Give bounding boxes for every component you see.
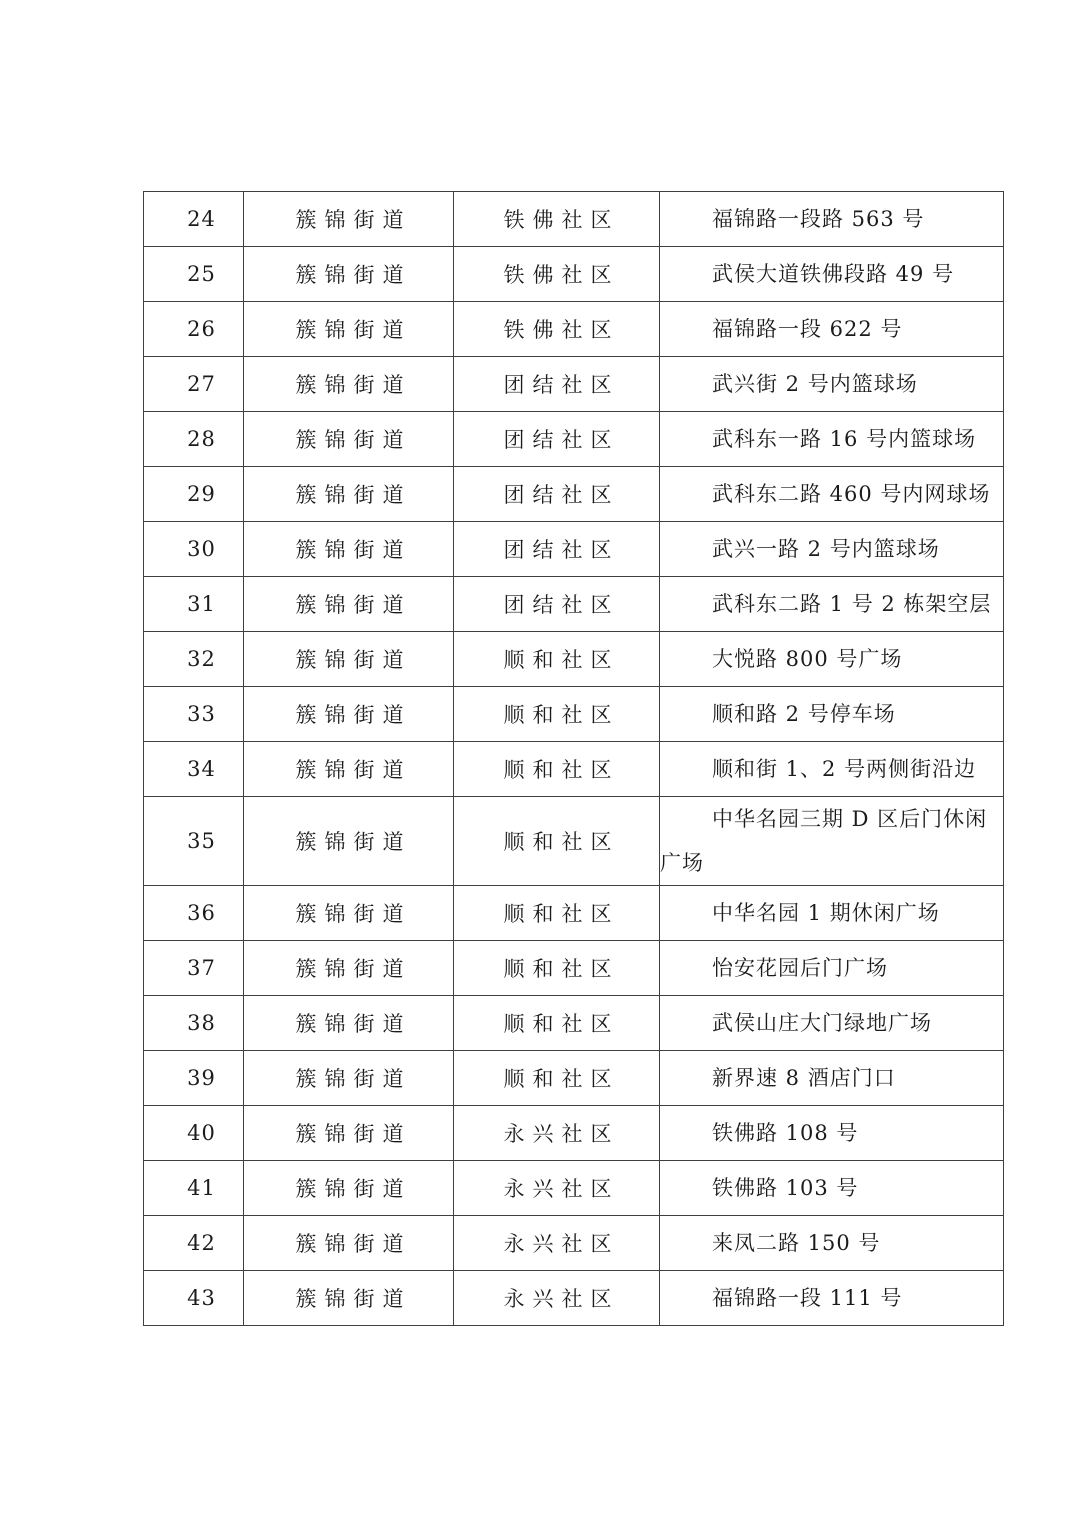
cell-community: 顺和社区: [454, 797, 660, 886]
table-row: [144, 742, 1004, 797]
cell-community: 团结社区: [454, 357, 660, 412]
cell-street: 簇锦街道: [244, 467, 454, 522]
cell-row-number: 31: [144, 577, 244, 632]
cell-row-number: 34: [144, 742, 244, 797]
cell-row-number: 25: [144, 247, 244, 302]
cell-address: 福锦路一段 111 号: [660, 1271, 1004, 1326]
cell-street: 簇锦街道: [244, 522, 454, 577]
cell-address: 铁佛路 108 号: [660, 1106, 1004, 1161]
cell-community: 顺和社区: [454, 996, 660, 1051]
cell-row-number: 38: [144, 996, 244, 1051]
table-row: [144, 192, 1004, 247]
cell-community: 铁佛社区: [454, 247, 660, 302]
table-row: [144, 247, 1004, 302]
cell-row-number: 30: [144, 522, 244, 577]
cell-community: 顺和社区: [454, 1051, 660, 1106]
cell-address: 中华名园 1 期休闲广场: [660, 886, 1004, 941]
cell-community: 团结社区: [454, 467, 660, 522]
cell-street: 簇锦街道: [244, 357, 454, 412]
cell-address: 铁佛路 103 号: [660, 1161, 1004, 1216]
table-row: [144, 522, 1004, 577]
cell-street: 簇锦街道: [244, 1106, 454, 1161]
cell-address: 中华名园三期 D 区后门休闲广场: [660, 797, 1004, 886]
table-row: [144, 1051, 1004, 1106]
cell-row-number: 33: [144, 687, 244, 742]
table-row: [144, 1106, 1004, 1161]
cell-street: 簇锦街道: [244, 742, 454, 797]
table-body: [144, 192, 1004, 1326]
table-row: [144, 632, 1004, 687]
table-row: [144, 886, 1004, 941]
cell-address: 武兴一路 2 号内篮球场: [660, 522, 1004, 577]
cell-address: 新界速 8 酒店门口: [660, 1051, 1004, 1106]
table-row: [144, 467, 1004, 522]
cell-street: 簇锦街道: [244, 247, 454, 302]
cell-row-number: 36: [144, 886, 244, 941]
cell-community: 永兴社区: [454, 1216, 660, 1271]
cell-row-number: 37: [144, 941, 244, 996]
cell-community: 顺和社区: [454, 941, 660, 996]
cell-row-number: 28: [144, 412, 244, 467]
cell-community: 永兴社区: [454, 1106, 660, 1161]
cell-address: 武科东二路 1 号 2 栋架空层: [660, 577, 1004, 632]
cell-row-number: 29: [144, 467, 244, 522]
cell-address: 武兴街 2 号内篮球场: [660, 357, 1004, 412]
table-row: [144, 941, 1004, 996]
cell-address: 顺和路 2 号停车场: [660, 687, 1004, 742]
cell-street: 簇锦街道: [244, 192, 454, 247]
table-row: [144, 577, 1004, 632]
table-row: [144, 1161, 1004, 1216]
cell-street: 簇锦街道: [244, 996, 454, 1051]
cell-street: 簇锦街道: [244, 797, 454, 886]
cell-community: 永兴社区: [454, 1161, 660, 1216]
cell-address: 福锦路一段路 563 号: [660, 192, 1004, 247]
cell-street: 簇锦街道: [244, 412, 454, 467]
cell-street: 簇锦街道: [244, 687, 454, 742]
table-row: [144, 412, 1004, 467]
cell-street: 簇锦街道: [244, 1216, 454, 1271]
cell-address: 大悦路 800 号广场: [660, 632, 1004, 687]
table-row: [144, 797, 1004, 886]
locations-table: [143, 191, 1004, 1326]
cell-community: 顺和社区: [454, 886, 660, 941]
cell-street: 簇锦街道: [244, 886, 454, 941]
cell-community: 铁佛社区: [454, 192, 660, 247]
table-row: [144, 687, 1004, 742]
table-row: [144, 357, 1004, 412]
table-row: [144, 1216, 1004, 1271]
cell-address: 顺和街 1、2 号两侧街沿边: [660, 742, 1004, 797]
cell-street: 簇锦街道: [244, 1271, 454, 1326]
cell-row-number: 35: [144, 797, 244, 886]
cell-community: 顺和社区: [454, 632, 660, 687]
cell-row-number: 42: [144, 1216, 244, 1271]
cell-street: 簇锦街道: [244, 302, 454, 357]
cell-address: 武科东一路 16 号内篮球场: [660, 412, 1004, 467]
cell-address: 武科东二路 460 号内网球场: [660, 467, 1004, 522]
cell-address: 武侯大道铁佛段路 49 号: [660, 247, 1004, 302]
cell-row-number: 24: [144, 192, 244, 247]
cell-row-number: 32: [144, 632, 244, 687]
table-row: [144, 996, 1004, 1051]
cell-address: 怡安花园后门广场: [660, 941, 1004, 996]
cell-street: 簇锦街道: [244, 1161, 454, 1216]
cell-row-number: 26: [144, 302, 244, 357]
cell-street: 簇锦街道: [244, 1051, 454, 1106]
cell-community: 铁佛社区: [454, 302, 660, 357]
cell-row-number: 43: [144, 1271, 244, 1326]
cell-address: 来凤二路 150 号: [660, 1216, 1004, 1271]
cell-community: 顺和社区: [454, 742, 660, 797]
cell-row-number: 27: [144, 357, 244, 412]
cell-community: 团结社区: [454, 522, 660, 577]
cell-street: 簇锦街道: [244, 941, 454, 996]
cell-row-number: 40: [144, 1106, 244, 1161]
cell-community: 团结社区: [454, 577, 660, 632]
cell-street: 簇锦街道: [244, 632, 454, 687]
cell-address: 武侯山庄大门绿地广场: [660, 996, 1004, 1051]
cell-address: 福锦路一段 622 号: [660, 302, 1004, 357]
cell-community: 永兴社区: [454, 1271, 660, 1326]
cell-community: 团结社区: [454, 412, 660, 467]
cell-street: 簇锦街道: [244, 577, 454, 632]
cell-row-number: 41: [144, 1161, 244, 1216]
cell-community: 顺和社区: [454, 687, 660, 742]
table-row: [144, 302, 1004, 357]
cell-row-number: 39: [144, 1051, 244, 1106]
table-row: [144, 1271, 1004, 1326]
